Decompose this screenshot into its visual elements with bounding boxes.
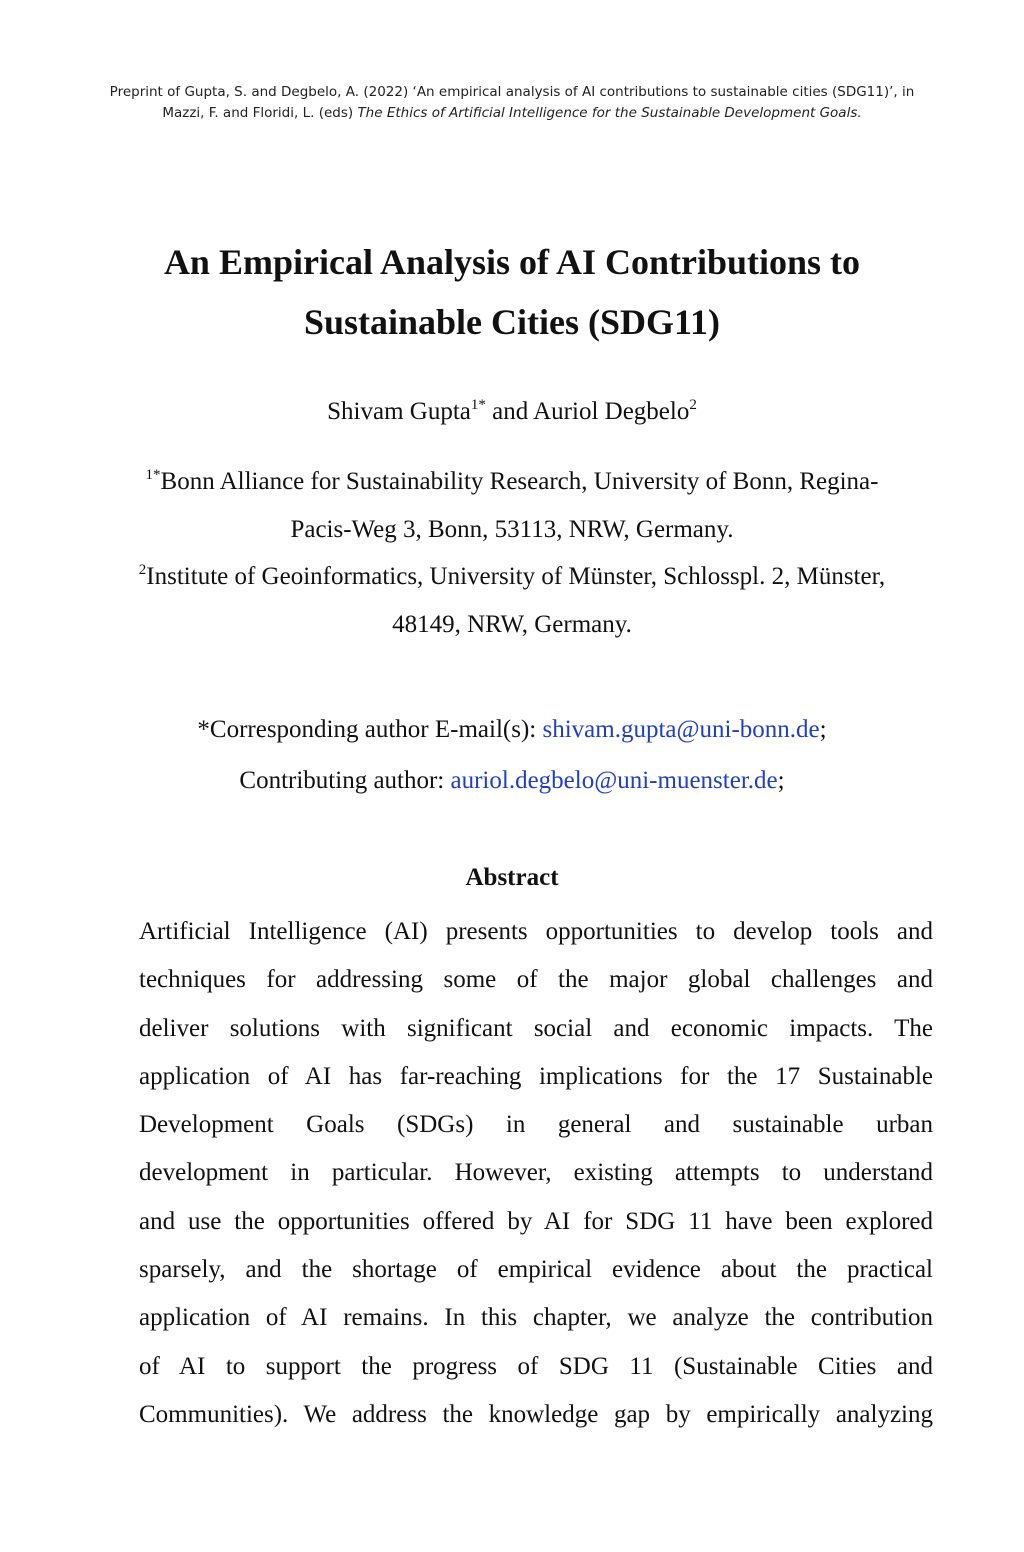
abstract-heading: Abstract xyxy=(465,864,559,891)
abstract-line: Artificial Intelligence (AI) presents opportunities to develop tools and xyxy=(139,918,933,945)
affiliation-1-superscript: 1* xyxy=(145,467,161,483)
paper-title xyxy=(80,232,944,352)
title-line-1: An Empirical Analysis of AI Contributions to xyxy=(163,242,861,282)
affiliation-1-line-1: Bonn Alliance for Sustainability Research, University of Bonn, Regina- xyxy=(160,468,879,495)
preprint-editors: Mazzi, F. and Floridi, L. (eds) xyxy=(162,105,358,121)
author-2-name: Auriol Degbelo xyxy=(533,398,690,425)
preprint-line-2 xyxy=(60,103,964,124)
corresponding-author-line xyxy=(60,704,964,755)
author-1-superscript: 1* xyxy=(470,397,486,413)
affiliation-1-line-2: Pacis-Weg 3, Bonn, 53113, NRW, Germany. xyxy=(290,515,734,543)
contact-info xyxy=(60,704,964,806)
contributing-author-email-link[interactable]: auriol.degbelo@uni-muenster.de xyxy=(450,767,778,794)
title-line-2: Sustainable Cities (SDG11) xyxy=(303,302,721,342)
contributing-author-line xyxy=(60,755,964,806)
contributing-separator: ; xyxy=(777,767,785,794)
preprint-book-title: The Ethics of Artificial Intelligence for the Sustainable Development Goals. xyxy=(357,105,862,121)
abstract-line: techniques for addressing some of the major global challenges and xyxy=(139,966,933,994)
abstract-line: application of AI remains. In this chapter, we analyze the contribution xyxy=(139,1304,933,1332)
affiliation-2-superscript: 2 xyxy=(138,562,147,578)
abstract-line: and use the opportunities offered by AI for SDG 11 have been explored xyxy=(139,1207,933,1235)
abstract-line: of AI to support the progress of SDG 11 (Sustainable Cities and xyxy=(139,1352,933,1380)
abstract-line: Development Goals (SDGs) in general and sustainable urban xyxy=(139,1111,933,1139)
abstract-line: development in particular. However, existing attempts to understand xyxy=(139,1159,933,1187)
abstract-line: deliver solutions with significant social and economic impacts. The xyxy=(139,1014,933,1042)
corresponding-author-label: *Corresponding author E-mail(s): xyxy=(197,716,543,743)
affiliation-2-line-1: Institute of Geoinformatics, University of Münster, Schlosspl. 2, Münster, xyxy=(146,563,886,590)
affiliations xyxy=(60,458,964,648)
preprint-line-1: Preprint of Gupta, S. and Degbelo, A. (2022) ‘An empirical analysis of AI contributions to sustainable cities (SDG11)’, in xyxy=(109,84,915,100)
author-connector: and xyxy=(485,398,534,425)
affiliation-1 xyxy=(60,458,964,553)
abstract-line: application of AI has far-reaching implications for the 17 Sustainable xyxy=(139,1062,933,1090)
author-1-name: Shivam Gupta xyxy=(327,398,471,425)
contributing-author-label: Contributing author: xyxy=(239,767,451,794)
abstract-body xyxy=(139,908,933,1439)
author-list xyxy=(60,392,964,432)
corresponding-separator: ; xyxy=(819,716,827,743)
affiliation-2-line-2: 48149, NRW, Germany. xyxy=(392,610,632,638)
affiliation-2 xyxy=(60,553,964,648)
author-2-superscript: 2 xyxy=(689,397,697,413)
preprint-citation xyxy=(60,82,964,124)
abstract-line: Communities). We address the knowledge gap by empirically analyzing xyxy=(139,1400,933,1428)
corresponding-author-email-link[interactable]: shivam.gupta@uni-bonn.de xyxy=(542,716,820,743)
abstract-line: sparsely, and the shortage of empirical evidence about the practical xyxy=(139,1256,933,1284)
